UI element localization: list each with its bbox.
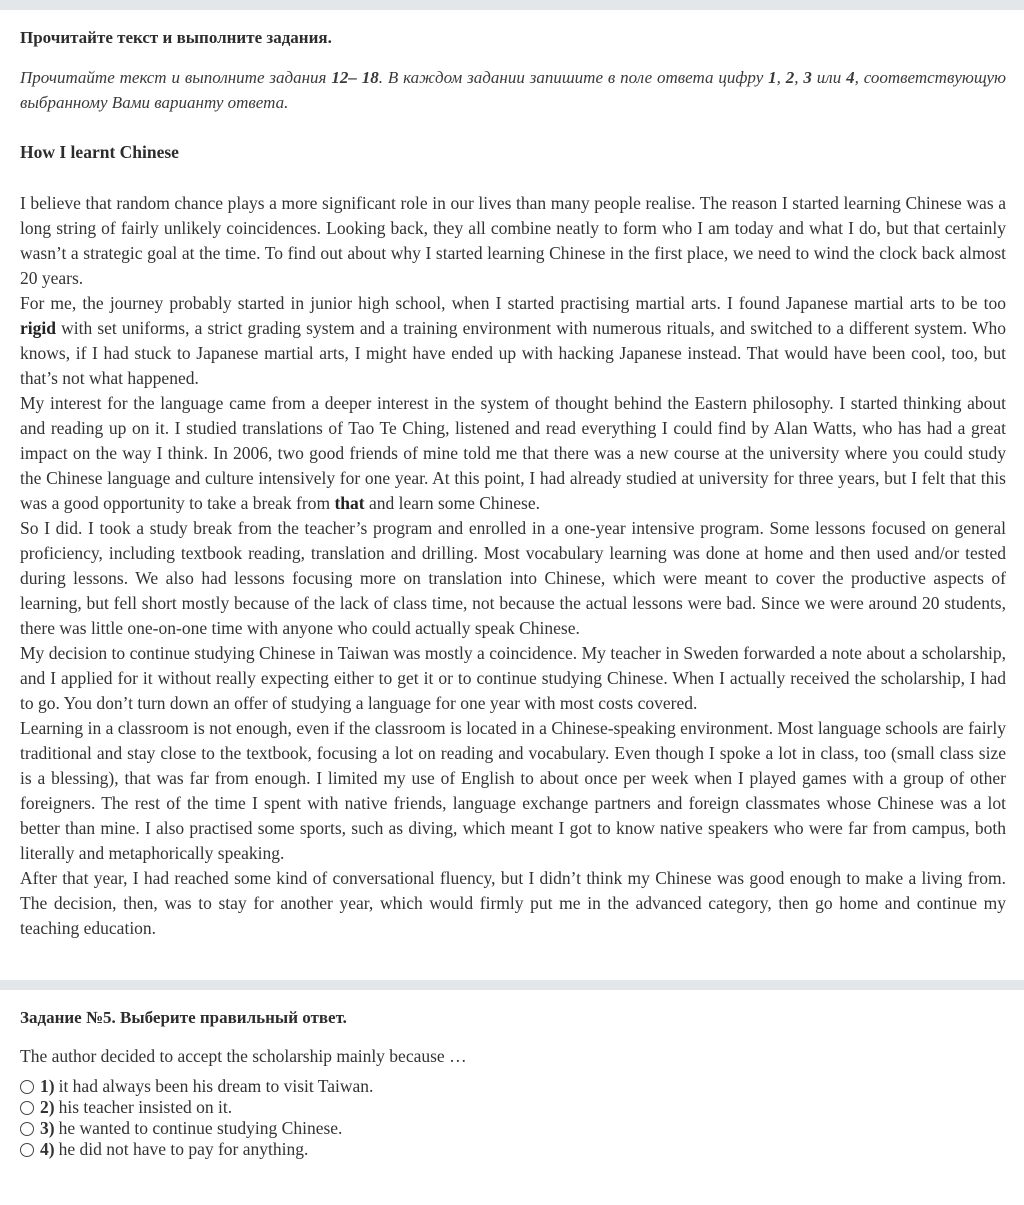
instruction-text: , xyxy=(776,68,786,87)
radio-button[interactable] xyxy=(20,1101,34,1115)
paragraph-text: For me, the journey probably started in junior high school, when I started practising martial arts. I found Japanese martial arts to be too xyxy=(20,293,1006,313)
answer-option-1[interactable] xyxy=(20,1076,1006,1097)
task-title: Задание №5. Выберите правильный ответ. xyxy=(20,1008,347,1027)
section-heading: Прочитайте текст и выполните задания. xyxy=(20,28,332,47)
instruction-text: , соответствующую выбранному Вами варианту ответа. xyxy=(20,68,1006,112)
instruction-digit: 4 xyxy=(846,68,855,87)
paragraph-text: with set uniforms, a strict grading system and a training environment with numerous rituals, and switched to a different system. Who knows, if I had stuck to Japanese martial arts, I might have ended up with hacking Japanese instead. That would have been cool, too, but that’s not what happened. xyxy=(20,318,1006,388)
instruction-digit: 1 xyxy=(768,68,777,87)
instruction-digit: 2 xyxy=(785,68,795,87)
option-number: 2) xyxy=(40,1097,55,1117)
article-paragraph-1: I believe that random chance plays a more significant role in our lives than many people realise. The reason I started learning Chinese was a long string of fairly unlikely coincidences. Looking back, they all combine neatly to form who I am today and what I do, but that certainly wasn’t a strategic goal at the time. To find out about why I started learning Chinese in the first place, we need to wind the clock back almost 20 years. xyxy=(20,193,1006,288)
article-body xyxy=(20,191,1006,941)
article-paragraph-7: After that year, I had reached some kind of conversational fluency, but I didn’t think my Chinese was good enough to make a living from. The decision, then, was to stay for another year, which would firmly put me in the advanced category, then go home and continue my teaching education. xyxy=(20,868,1006,938)
option-label: he wanted to continue studying Chinese. xyxy=(58,1118,343,1138)
option-number: 4) xyxy=(40,1139,55,1159)
article-paragraph-5: My decision to continue studying Chinese in Taiwan was mostly a coincidence. My teacher in Sweden forwarded a note about a scholarship, and I applied for it without really expecting either to get it or to continue studying Chinese. When I actually received the scholarship, I had to go. You don’t turn down an offer of studying a language for one year with most costs covered. xyxy=(20,643,1006,713)
answer-options xyxy=(20,1076,1006,1160)
section-divider-band xyxy=(0,980,1024,990)
instruction-task-range: 12– 18 xyxy=(331,68,379,87)
instruction-text: . В каждом задании запишите в поле ответа цифру xyxy=(378,68,769,87)
reading-section xyxy=(20,28,1006,941)
article-paragraph-6: Learning in a classroom is not enough, even if the classroom is located in a Chinese-speaking environment. Most language schools are fairly traditional and stay close to the textbook, focusing a lot on reading and vocabulary. Even though I spoke a lot in class, too (small class size is a blessing), that was far from enough. I limited my use of English to about once per week when I played games with a group of other foreigners. The rest of the time I spent with native friends, language exchange partners and foreign classmates whose Chinese was a lot better than mine. I also practised some sports, such as diving, which meant I got to know native speakers who were far from campus, both literally and metaphorically speaking. xyxy=(20,718,1006,863)
instruction-digit: 3 xyxy=(803,68,812,87)
task-instruction xyxy=(20,65,1006,115)
radio-button[interactable] xyxy=(20,1143,34,1157)
instruction-text: , xyxy=(794,68,804,87)
radio-button[interactable] xyxy=(20,1122,34,1136)
highlighted-word: that xyxy=(334,493,365,513)
option-label: it had always been his dream to visit Taiwan. xyxy=(58,1076,374,1096)
article-paragraph-3 xyxy=(20,391,1006,516)
option-label: he did not have to pay for anything. xyxy=(58,1139,309,1159)
top-divider-band xyxy=(0,0,1024,10)
article-title: How I learnt Chinese xyxy=(20,142,179,162)
instruction-text: или xyxy=(811,68,847,87)
answer-option-3[interactable] xyxy=(20,1118,1006,1139)
instruction-text: Прочитайте текст и выполните задания xyxy=(20,68,332,87)
answer-option-2[interactable] xyxy=(20,1097,1006,1118)
article-paragraph-2 xyxy=(20,291,1006,391)
highlighted-word: rigid xyxy=(20,318,56,338)
radio-button[interactable] xyxy=(20,1080,34,1094)
question-text: The author decided to accept the scholarship mainly because … xyxy=(20,1046,467,1066)
answer-option-4[interactable] xyxy=(20,1139,1006,1160)
option-number: 1) xyxy=(40,1076,55,1096)
paragraph-text: and learn some Chinese. xyxy=(364,493,541,513)
article-paragraph-4: So I did. I took a study break from the teacher’s program and enrolled in a one-year intensive program. Some lessons focused on general proficiency, including textbook reading, translation and drilling. Most vocabulary learning was done at home and then used and/or tested during lessons. We also had lessons focusing more on translation into Chinese, which were meant to cover the productive aspects of learning, but fell short mostly because of the lack of class time, not because the actual lessons were bad. Since we were around 20 students, there was little one-on-one time with anyone who could actually speak Chinese. xyxy=(20,518,1006,638)
task-section xyxy=(20,1008,1006,1160)
option-number: 3) xyxy=(40,1118,55,1138)
paragraph-text: My interest for the language came from a deeper interest in the system of thought behind the Eastern philosophy. I started thinking about and reading up on it. I studied translations of Tao Te Ching, listened and read everything I could find by Alan Watts, who has had a great impact on the way I think. In 2006, two good friends of mine told me that there was a new course at the university where you could study the Chinese language and culture intensively for one year. At this point, I had already studied at university for three years, but I felt that this was a good opportunity to take a break from xyxy=(20,393,1006,513)
option-label: his teacher insisted on it. xyxy=(58,1097,233,1117)
